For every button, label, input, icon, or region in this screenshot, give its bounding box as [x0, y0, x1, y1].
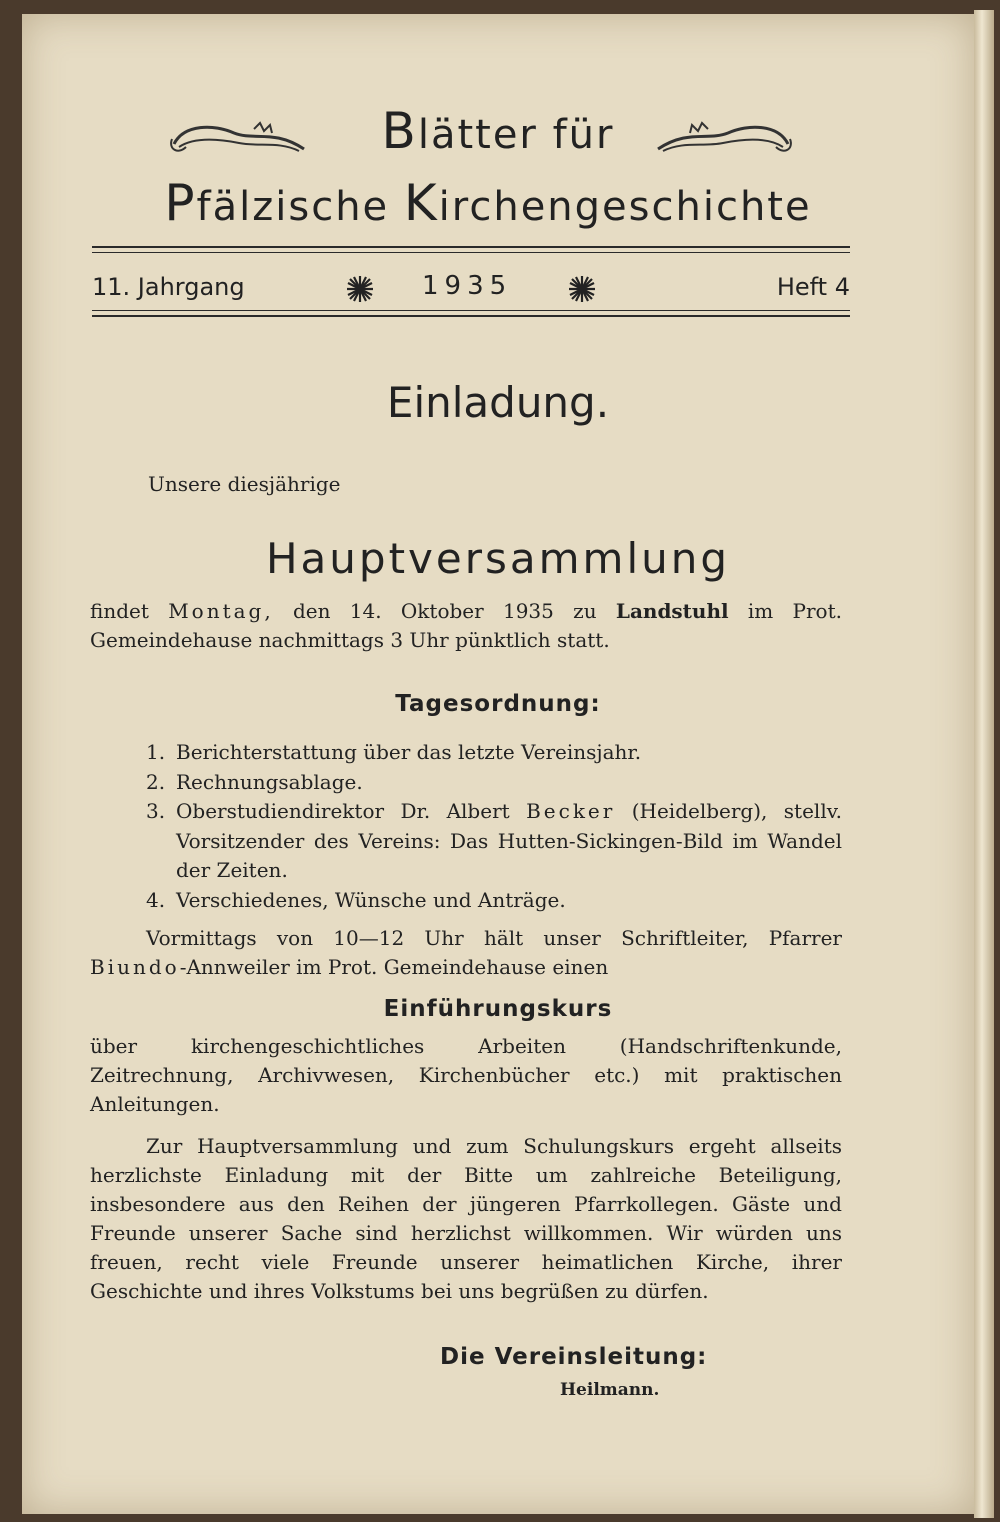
title-rest-1: lätter für: [417, 112, 615, 158]
morning-paragraph: [90, 924, 842, 982]
issue-label: Heft 4: [776, 273, 850, 301]
agenda-title: Tagesordnung:: [395, 691, 601, 717]
volume-label: 11. Jahrgang: [92, 273, 245, 301]
list-item-text: (Heidelberg), stellv. Vorsitzender des Vereins: Das Hutten-Sickingen-Bild im Wandel der Zeiten.: [176, 799, 843, 882]
page-title: Einladung.: [386, 378, 610, 427]
header-rule-bottom: [92, 315, 850, 317]
journal-title-line2: [88, 174, 888, 232]
event-title: Hauptversammlung: [265, 534, 731, 583]
morning-text-1: Vormittags von 10—12 Uhr hält unser Schriftleiter, Pfarrer: [146, 926, 842, 950]
title-initial-b: B: [381, 102, 418, 160]
title-rest-2a: fälzische: [196, 184, 404, 230]
meeting-paragraph: [90, 597, 842, 655]
title-initial-p: P: [164, 174, 197, 232]
meeting-day: Montag,: [168, 599, 274, 623]
meeting-text-3: im Prot. Gemeindehause nachmittags 3 Uhr pünktlich statt.: [90, 599, 842, 652]
list-item: [146, 768, 842, 798]
page-edge: [974, 10, 994, 1518]
document-page: [22, 14, 974, 1514]
header-rule-bottom-thin: [92, 310, 850, 311]
list-item-text: Berichterstattung über das letzte Vereinsjahr.: [176, 740, 642, 764]
meeting-text-2: den 14. Oktober 1935 zu: [273, 599, 616, 623]
year-label: 1935: [422, 271, 513, 301]
course-paragraph: über kirchengeschichtliches Arbeiten (Handschriftenkunde, Zeitrechnung, Archivwesen, Kirchenbücher etc.) mit praktischen Anleitungen.: [90, 1034, 842, 1116]
journal-title-line1: [22, 102, 974, 160]
course-title: Einführungskurs: [383, 996, 613, 1022]
signer-name: Heilmann.: [560, 1380, 660, 1400]
list-item-number: 3.: [146, 799, 166, 823]
list-item-text: Verschiedenes, Wünsche und Anträge.: [176, 887, 566, 912]
title-rest-2b: irchengeschichte: [438, 184, 812, 230]
list-item: [146, 797, 842, 886]
header-rule-top-thin: [92, 252, 850, 253]
editor-name: Biundo: [90, 955, 180, 979]
issue-info-row: [92, 269, 850, 305]
signature: Die Vereinsleitung:: [440, 1344, 708, 1370]
intro-text: Unsere diesjährige: [148, 472, 341, 496]
star-ornament-icon: [346, 275, 374, 303]
list-item-number: 2.: [146, 769, 166, 794]
closing-paragraph: Zur Hauptversammlung und zum Schulungskurs ergeht allseits herzlichste Einladung mit der Bitte um zahlreiche Beteiligung, insbesondere aus den Reihen der jüngeren Pfarrkollegen. Gäste und Freunde unserer Sache sind herzlichst willkommen. Wir würden uns freuen, recht viele Freunde unserer heimatlichen Kirche, ihrer Geschichte und ihres Volkstums bei uns begrüßen zu dürfen.: [90, 1134, 842, 1303]
meeting-place: Landstuhl: [615, 599, 729, 623]
header-rule-top: [92, 246, 850, 248]
meeting-text-1: findet: [90, 599, 169, 623]
list-item-number: 4.: [146, 887, 166, 912]
list-item: [146, 738, 842, 768]
agenda-list: [146, 738, 842, 915]
title-initial-k: K: [403, 174, 439, 232]
list-item-text: Oberstudiendirektor Dr. Albert: [176, 799, 527, 823]
list-item-text: Rechnungsablage.: [176, 769, 363, 794]
morning-text-2: -Annweiler im Prot. Gemeindehause einen: [179, 955, 609, 979]
star-ornament-icon: [568, 275, 596, 303]
list-item-number: 1.: [146, 740, 166, 764]
speaker-name: Becker: [526, 799, 616, 823]
list-item: [146, 886, 842, 916]
